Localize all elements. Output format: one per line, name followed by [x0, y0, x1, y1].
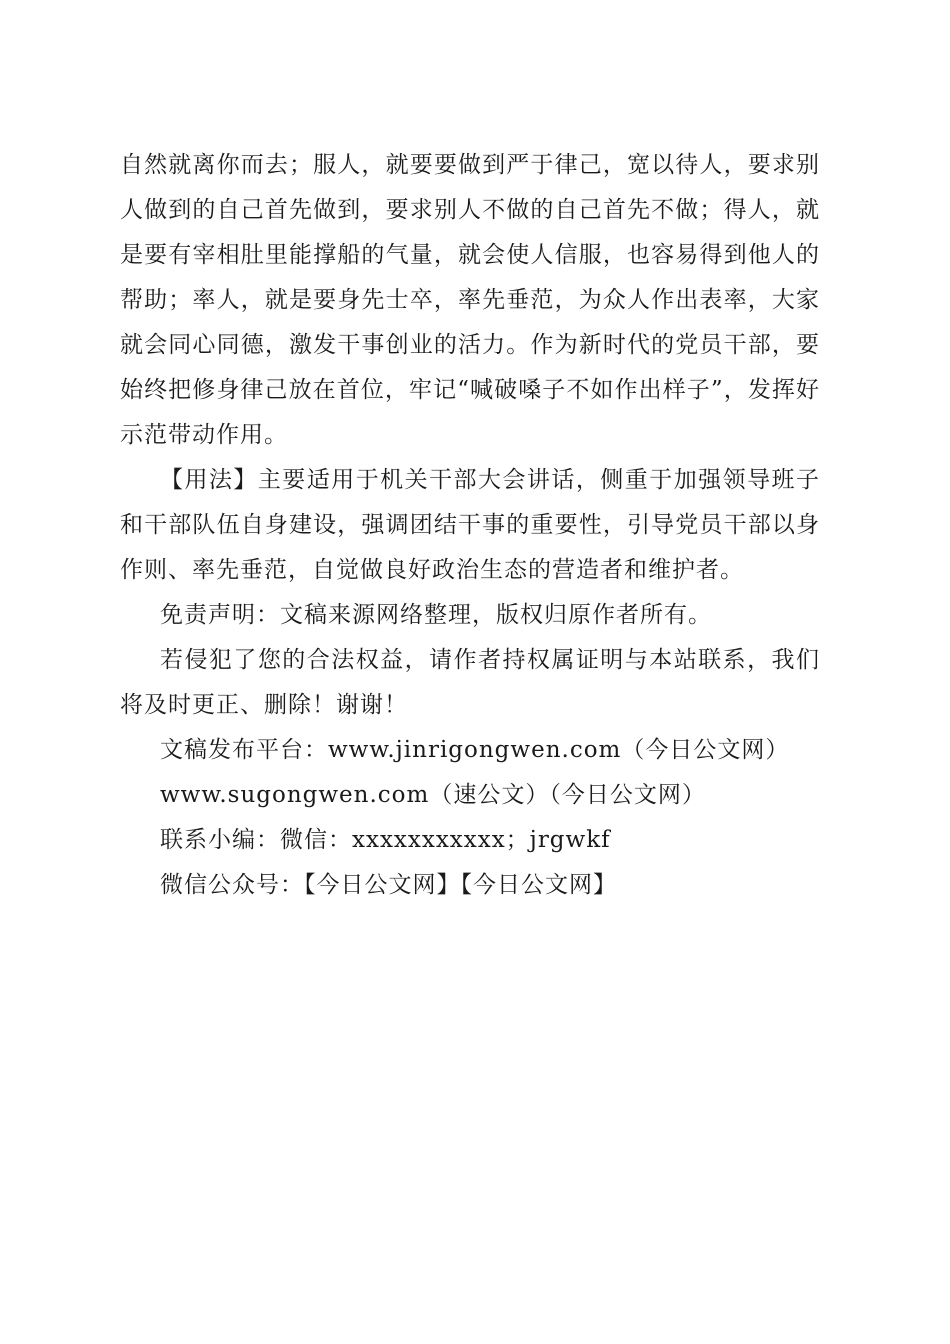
- usage-paragraph: 【用法】主要适用于机关干部大会讲话，侧重于加强领导班子和干部队伍自身建设，强调团结干事的重要性，引导党员干部以身作则、率先垂范，自觉做良好政治生态的营造者和维护者。: [120, 467, 820, 583]
- document-body: [120, 143, 820, 908]
- contact-editor-line: 联系小编：微信：xxxxxxxxxxx；jrgwkf: [160, 827, 611, 853]
- alternate-site-line: www.sugongwen.com（速公文）（今日公文网）: [160, 782, 706, 808]
- body-paragraph-continued: 自然就离你而去；服人，就要要做到严于律己，宽以待人，要求别人做到的自己首先做到，要求别人不做的自己首先不做；得人，就是要有宰相肚里能撑船的气量，就会使人信服，也容易得到他人的帮助；率人，就是要身先士卒，率先垂范，为众人作出表率，大家就会同心同德，激发干事创业的活力。作为新时代的党员干部，要始终把修身律己放在首位，牢记“喊破嗓子不如作出样子”，发挥好示范带动作用。: [120, 152, 820, 448]
- wechat-account-line: 微信公众号：【今日公文网】【今日公文网】: [160, 872, 617, 898]
- publishing-platform-line: 文稿发布平台：www.jinrigongwen.com（今日公文网）: [160, 737, 790, 763]
- disclaimer-paragraph: 免责声明：文稿来源网络整理，版权归原作者所有。: [160, 602, 712, 628]
- infringement-notice-paragraph: 若侵犯了您的合法权益，请作者持权属证明与本站联系，我们将及时更正、删除！谢谢！: [120, 647, 820, 718]
